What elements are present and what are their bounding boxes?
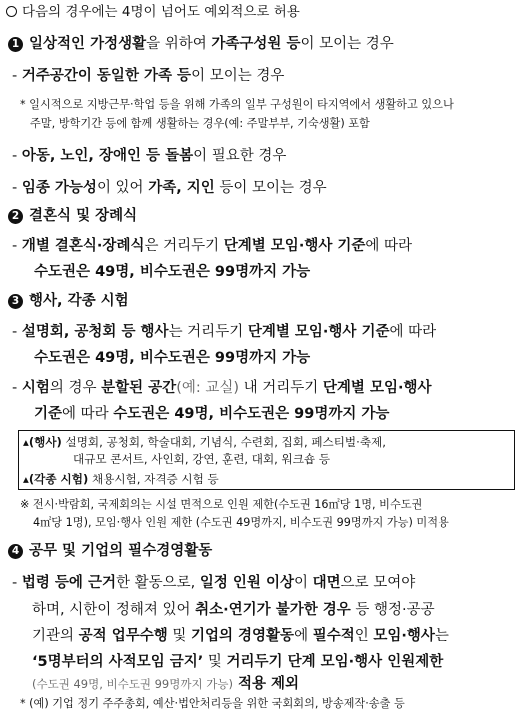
s1-item-3: - 임종 가능성이 있어 가족, 지인 등이 모이는 경우 [12,180,327,196]
section-2-title: 2 결혼식 및 장례식 [8,206,137,226]
s4-line-4: ‘5명부터의 사적모임 금지’ 및 거리두기 단계 모임·행사 인원제한 [32,654,444,670]
number-3-icon: 3 [8,294,23,309]
box-line-2: 대규모 콘서트, 사인회, 강연, 훈련, 대회, 워크숍 등 [73,452,331,466]
section-3-title: 3 행사, 각종 시험 [8,291,129,311]
s2-line-1: - 개별 결혼식·장례식은 거리두기 단계별 모임·행사 기준에 따라 [12,238,413,254]
s1-note-line-1: * 일시적으로 지방근무·학업 등을 위해 가족의 일부 구성원이 타지역에서 생활하고 있으나 [20,98,454,111]
s4-line-1: - 법령 등에 근거한 활동으로, 일정 인원 이상이 대면으로 모여야 [12,575,416,591]
s2-line-2: 수도권은 49명, 비수도권은 99명까지 가능 [34,264,311,280]
s3-line-2: 수도권은 49명, 비수도권은 99명까지 가능 [34,350,311,366]
s4-note-line: * (예) 기업 정기 주주총회, 예산·법안처리등을 위한 국회회의, 방송제작·송출 등 [20,697,405,710]
number-4-icon: 4 [8,544,23,559]
box-line-3: ▴(각종 시험) 채용시험, 자격증 시험 등 [23,472,219,486]
hollow-circle-icon [6,6,17,17]
s4-line-3: 기관의 공적 업무수행 및 기업의 경영활동에 필수적인 모임·행사는 [32,628,449,644]
section-header [6,2,300,22]
s1-note-line-2: 주말, 방학기간 등에 함께 생활하는 경우(예: 주말부부, 기숙생활) 포함 [30,117,370,130]
s4-line-2: 하며, 시한이 정해져 있어 취소·연기가 불가한 경우 등 행정·공공 [32,602,435,618]
section-4-title: 4 공무 및 기업의 필수경영활동 [8,541,212,561]
examples-box [18,430,515,490]
s3-line-4: 기준에 따라 수도권은 49명, 비수도권은 99명까지 가능 [34,406,390,422]
s4-line-5: (수도권 49명, 비수도권 99명까지 가능) 적용 제외 [32,676,300,692]
s1-item-1: - 거주공간이 동일한 가족 등이 모이는 경우 [12,68,285,84]
number-2-icon: 2 [8,209,23,224]
s3-note-line-1: ※ 전시·박람회, 국제회의는 시설 면적으로 인원 제한(수도권 16㎡당 1명, 비수도권 [20,498,423,511]
s3-line-3: - 시험의 경우 분할된 공간(예: 교실) 내 거리두기 단계별 모임·행사 [12,380,432,396]
section-1-title: 1 일상적인 가정생활을 위하여 가족구성원 등이 모이는 경우 [8,34,394,54]
s3-note-line-2: 4㎡당 1명), 모임·행사 인원 제한 (수도권 49명까지, 비수도권 99명까지 가능) 미적용 [33,516,449,529]
s3-line-1: - 설명회, 공청회 등 행사는 거리두기 단계별 모임·행사 기준에 따라 [12,324,437,340]
s1-item-2: - 아동, 노인, 장애인 등 돌봄이 필요한 경우 [12,148,287,164]
number-1-icon: 1 [8,37,23,52]
box-line-1: ▴(행사) 설명회, 공청회, 학술대회, 기념식, 수련회, 집회, 페스티벌·축제, [23,435,386,449]
header-text: 다음의 경우에는 4명이 넘어도 예외적으로 허용 [22,4,300,20]
